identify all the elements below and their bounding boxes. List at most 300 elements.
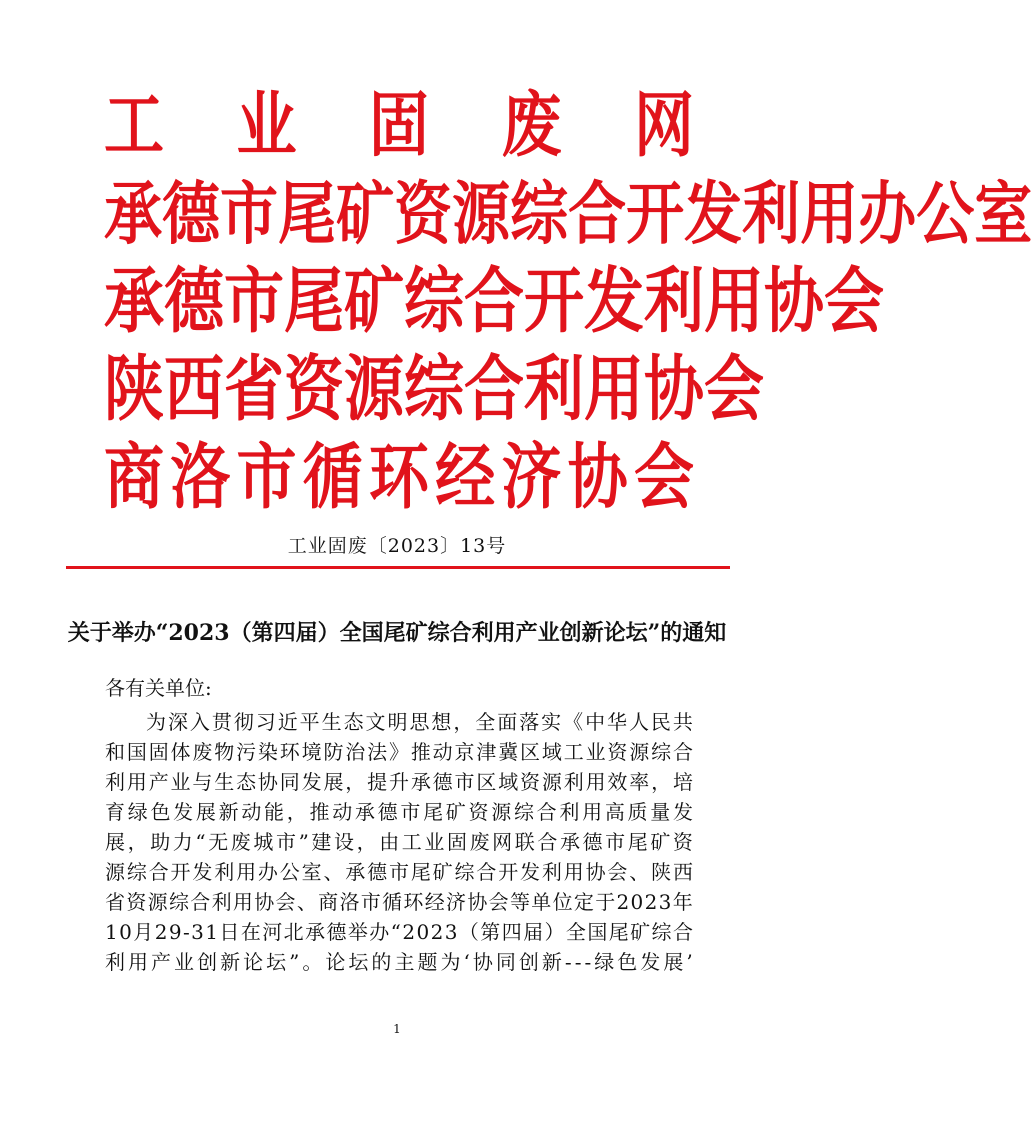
body-line (105, 947, 693, 977)
glyph: 陕 (651, 860, 672, 884)
letterhead-line-2 (104, 173, 1032, 255)
letterhead-line-1 (104, 84, 694, 168)
glyph: 思 (409, 710, 430, 734)
glyph: 市 (360, 890, 381, 914)
glyph: 入 (189, 710, 210, 734)
glyph: 合 (464, 348, 524, 432)
glyph: 量 (650, 800, 671, 824)
glyph: 法 (367, 740, 388, 764)
glyph: 发 (520, 860, 541, 884)
glyph: 定 (573, 890, 594, 914)
glyph: 9 (168, 920, 182, 944)
glyph: 展 (663, 950, 684, 974)
glyph: 举 (347, 920, 368, 944)
glyph: 中 (585, 710, 606, 734)
glyph: 尾 (284, 260, 344, 344)
glyph: 生 (214, 770, 235, 794)
glyph: 网 (492, 830, 513, 854)
glyph: 会 (824, 260, 884, 344)
glyph: ， (127, 830, 148, 854)
glyph: 、 (296, 890, 317, 914)
glyph: 发 (192, 860, 213, 884)
glyph: 域 (498, 770, 519, 794)
glyph: 工 (104, 84, 164, 168)
glyph: 深 (167, 710, 188, 734)
glyph: 动 (241, 800, 262, 824)
glyph: 合 (476, 860, 497, 884)
body-line (105, 857, 693, 887)
glyph: 推 (410, 740, 431, 764)
glyph: 同 (495, 950, 516, 974)
glyph: 资 (607, 740, 628, 764)
glyph: “ (195, 830, 206, 854)
glyph: 洛 (339, 890, 360, 914)
body-paragraph (105, 707, 693, 977)
glyph: 开 (626, 173, 685, 255)
glyph: 人 (628, 710, 649, 734)
glyph: 用 (584, 348, 644, 432)
glyph: 实 (541, 710, 562, 734)
glyph: 展 (105, 830, 125, 854)
glyph: 开 (170, 860, 191, 884)
glyph: 利 (211, 890, 232, 914)
glyph: 尾 (608, 920, 629, 944)
glyph: 2 (402, 920, 416, 944)
glyph: 创 (197, 950, 218, 974)
glyph: 0 (416, 920, 430, 944)
glyph: 尾 (278, 173, 337, 255)
glyph: 0 (119, 920, 132, 944)
glyph: 文 (365, 710, 386, 734)
glyph: 办 (858, 173, 917, 255)
glyph: 网 (634, 84, 694, 168)
glyph: 业 (424, 830, 445, 854)
glyph: 会 (634, 436, 694, 520)
glyph: 新 (218, 800, 239, 824)
glyph: 利 (742, 173, 801, 255)
glyph: 的 (371, 950, 392, 974)
glyph: 利 (105, 770, 125, 794)
glyph: 联 (514, 830, 535, 854)
glyph: 资 (394, 173, 453, 255)
glyph: 市 (220, 173, 279, 255)
glyph: 尾 (627, 830, 648, 854)
glyph: 发 (584, 260, 644, 344)
glyph: 市 (275, 830, 296, 854)
glyph: 利 (541, 860, 562, 884)
glyph: 合 (672, 740, 693, 764)
glyph: 高 (604, 800, 625, 824)
glyph: 协 (472, 950, 493, 974)
glyph: 治 (345, 740, 366, 764)
glyph: 日 (219, 920, 240, 944)
glyph: 洛 (170, 436, 231, 520)
body-line (105, 767, 693, 797)
glyph: 率 (629, 770, 650, 794)
glyph: 省 (224, 348, 284, 432)
glyph: 承 (354, 800, 375, 824)
glyph: 会 (607, 860, 628, 884)
glyph: 产 (151, 950, 172, 974)
glyph: 综 (454, 860, 475, 884)
glyph: 产 (148, 770, 169, 794)
glyph: 绿 (594, 950, 615, 974)
glyph: 市 (224, 260, 284, 344)
page-number: 1 (393, 1022, 401, 1036)
glyph: 利 (524, 348, 584, 432)
glyph: 综 (126, 860, 147, 884)
glyph: 承 (345, 860, 366, 884)
glyph: 2 (616, 890, 630, 914)
glyph: 综 (651, 920, 672, 944)
glyph: 公 (916, 173, 975, 255)
glyph: 利 (214, 860, 235, 884)
glyph: 月 (133, 920, 154, 944)
glyph: 源 (629, 740, 650, 764)
glyph: 废 (192, 740, 213, 764)
glyph: 协 (644, 348, 704, 432)
glyph: 省 (105, 890, 125, 914)
glyph: 四 (501, 920, 522, 944)
glyph: 固 (446, 830, 467, 854)
glyph: 利 (563, 770, 584, 794)
glyph: 协 (764, 260, 824, 344)
glyph: 津 (476, 740, 497, 764)
glyph: 矿 (650, 830, 671, 854)
glyph: 1 (105, 920, 118, 944)
glyph: 资 (468, 800, 489, 824)
glyph: 习 (255, 710, 276, 734)
glyph: ， (345, 770, 366, 794)
glyph: 德 (432, 770, 453, 794)
glyph: 业 (585, 740, 606, 764)
glyph: 新 (220, 950, 241, 974)
glyph: 能 (264, 800, 285, 824)
glyph: 源 (452, 173, 511, 255)
glyph: 室 (974, 173, 1032, 255)
glyph: 西 (672, 860, 693, 884)
glyph: 展 (323, 770, 344, 794)
glyph: 资 (126, 890, 147, 914)
glyph: 环 (279, 740, 300, 764)
glyph: 承 (305, 920, 326, 944)
glyph: 德 (164, 260, 224, 344)
glyph: 助 (150, 830, 171, 854)
glyph: 承 (559, 830, 580, 854)
glyph: 发 (173, 800, 194, 824)
glyph: 创 (518, 950, 539, 974)
glyph: 协 (467, 890, 488, 914)
body-line (105, 887, 693, 917)
glyph: 区 (476, 770, 497, 794)
glyph: 质 (627, 800, 648, 824)
glyph: 综 (510, 173, 569, 255)
glyph: 3 (658, 890, 672, 914)
glyph: 综 (513, 800, 534, 824)
glyph: 0 (630, 890, 644, 914)
glyph: - (564, 950, 572, 974)
glyph: 绿 (127, 800, 148, 824)
glyph: 公 (279, 860, 300, 884)
glyph: 市 (236, 436, 297, 520)
glyph: 平 (299, 710, 320, 734)
glyph: 业 (170, 770, 191, 794)
glyph: 承 (410, 770, 431, 794)
glyph: 利 (559, 800, 580, 824)
glyph: 污 (236, 740, 257, 764)
glyph: ， (286, 800, 307, 824)
glyph: 德 (582, 830, 603, 854)
glyph: 论 (325, 950, 346, 974)
glyph: 位 (552, 890, 573, 914)
glyph: 济 (501, 436, 562, 520)
glyph: 等 (509, 890, 530, 914)
glyph: 综 (651, 740, 672, 764)
glyph: 资 (520, 770, 541, 794)
glyph: 利 (105, 950, 125, 974)
glyph: 矿 (630, 920, 651, 944)
glyph: 2 (644, 890, 658, 914)
glyph: 明 (387, 710, 408, 734)
glyph: 新 (541, 950, 562, 974)
glyph: 无 (208, 830, 229, 854)
glyph: 民 (650, 710, 671, 734)
glyph: 尾 (410, 860, 431, 884)
notice-title: 关于举办“2023（第四届）全国尾矿综合利用产业创新论坛”的通知 (67, 620, 727, 646)
glyph: 市 (400, 800, 421, 824)
glyph: 资 (672, 830, 693, 854)
glyph: 育 (105, 800, 125, 824)
glyph: 区 (520, 740, 541, 764)
glyph: 态 (236, 770, 257, 794)
glyph: 设 (334, 830, 354, 854)
glyph: 商 (104, 436, 164, 520)
glyph: 济 (446, 890, 466, 914)
glyph: 第 (480, 920, 501, 944)
body-line (105, 707, 693, 737)
glyph: 矿 (445, 800, 466, 824)
glyph: 开 (524, 260, 584, 344)
glyph: 会 (704, 348, 764, 432)
glyph: 境 (301, 740, 322, 764)
glyph: 源 (344, 348, 404, 432)
glyph: 培 (672, 770, 693, 794)
glyph: 发 (672, 800, 693, 824)
glyph: 综 (404, 348, 464, 432)
glyph: 协 (567, 436, 628, 520)
glyph: 协 (257, 770, 278, 794)
glyph: 会 (488, 890, 509, 914)
glyph: 用 (800, 173, 859, 255)
glyph: ， (453, 710, 474, 734)
glyph: 利 (644, 260, 704, 344)
glyph: 防 (323, 740, 344, 764)
glyph: 综 (404, 260, 464, 344)
glyph: 用 (128, 950, 149, 974)
glyph: 矿 (336, 173, 395, 255)
glyph: 废 (230, 830, 251, 854)
glyph: 坛 (266, 950, 287, 974)
glyph: 环 (403, 890, 424, 914)
glyph: 想 (431, 710, 452, 734)
glyph: 和 (105, 740, 125, 764)
glyph: 态 (343, 710, 364, 734)
glyph: 建 (311, 830, 332, 854)
glyph: 合 (568, 173, 627, 255)
glyph: 德 (326, 920, 347, 944)
glyph: 经 (424, 890, 445, 914)
glyph: 用 (232, 890, 253, 914)
glyph: 环 (369, 436, 429, 520)
glyph: “ (390, 920, 401, 944)
glyph: 德 (367, 860, 388, 884)
glyph: 、 (629, 860, 650, 884)
glyph: 全 (565, 920, 586, 944)
body-line (105, 827, 693, 857)
glyph: 为 (440, 950, 461, 974)
glyph: 。 (302, 950, 323, 974)
glyph: 京 (454, 740, 475, 764)
glyph: 德 (162, 173, 221, 255)
glyph: 2 (430, 920, 444, 944)
glyph: 单 (531, 890, 552, 914)
glyph: 市 (454, 770, 475, 794)
glyph: - (182, 920, 190, 944)
glyph: 矿 (432, 860, 453, 884)
glyph: - (584, 950, 592, 974)
body-line (105, 797, 693, 827)
glyph: 合 (672, 920, 693, 944)
glyph: ， (356, 830, 377, 854)
glyph: 源 (491, 800, 512, 824)
glyph: ” (298, 830, 309, 854)
glyph: 域 (541, 740, 562, 764)
glyph: 1 (205, 920, 219, 944)
glyph: 商 (318, 890, 339, 914)
glyph: 废 (501, 84, 562, 168)
glyph: 合 (190, 890, 211, 914)
red-divider (66, 566, 730, 569)
salutation: 各有关单位: (105, 676, 212, 700)
glyph: 论 (243, 950, 264, 974)
glyph: 西 (164, 348, 224, 432)
glyph: 源 (541, 770, 562, 794)
glyph: 年 (672, 890, 693, 914)
glyph: 合 (464, 260, 524, 344)
glyph: 届 (523, 920, 544, 944)
letterhead-line-3 (104, 260, 884, 344)
glyph: 主 (394, 950, 415, 974)
glyph: 为 (146, 710, 166, 734)
glyph: 经 (435, 436, 496, 520)
glyph: 用 (582, 800, 603, 824)
glyph: - (574, 950, 582, 974)
glyph: 会 (275, 890, 296, 914)
glyph: 业 (236, 84, 297, 168)
glyph: 市 (605, 830, 626, 854)
glyph: 德 (377, 800, 398, 824)
glyph: 工 (401, 830, 422, 854)
glyph: 2 (154, 920, 168, 944)
glyph: 室 (301, 860, 322, 884)
glyph: 动 (432, 740, 453, 764)
glyph: 共 (672, 710, 693, 734)
glyph: 发 (684, 173, 743, 255)
glyph: 发 (301, 770, 322, 794)
glyph: 3 (191, 920, 204, 944)
glyph: 源 (147, 890, 168, 914)
document-number: 工业固废〔2023〕13号 (287, 535, 507, 557)
glyph: 业 (174, 950, 195, 974)
glyph: 题 (417, 950, 438, 974)
glyph: 陕 (104, 348, 164, 432)
letterhead-line-5 (104, 436, 694, 520)
glyph: 由 (379, 830, 400, 854)
glyph: 生 (321, 710, 342, 734)
glyph: 承 (104, 173, 163, 255)
body-line (105, 917, 693, 947)
glyph: 物 (214, 740, 235, 764)
glyph: 循 (302, 436, 363, 520)
glyph: 国 (126, 740, 147, 764)
glyph: 协 (585, 860, 606, 884)
glyph: 《 (563, 710, 584, 734)
glyph: 面 (497, 710, 518, 734)
glyph: 落 (519, 710, 540, 734)
glyph: 固 (369, 84, 429, 168)
glyph: 办 (257, 860, 278, 884)
glyph: ‘ (463, 950, 470, 974)
glyph: 用 (585, 770, 606, 794)
glyph: 用 (126, 770, 147, 794)
glyph: 废 (469, 830, 490, 854)
glyph: ， (651, 770, 672, 794)
glyph: 与 (192, 770, 213, 794)
glyph: 市 (388, 860, 409, 884)
glyph: 全 (475, 710, 496, 734)
glyph: 矿 (344, 260, 404, 344)
glyph: 色 (150, 800, 171, 824)
glyph: 办 (369, 920, 390, 944)
glyph: 用 (563, 860, 584, 884)
glyph: 升 (388, 770, 409, 794)
glyph: 彻 (233, 710, 254, 734)
glyph: 工 (563, 740, 584, 764)
glyph: 用 (704, 260, 764, 344)
glyph: 提 (367, 770, 388, 794)
glyph: 于 (595, 890, 616, 914)
glyph: 3 (444, 920, 458, 944)
glyph: 近 (277, 710, 298, 734)
glyph: 同 (279, 770, 300, 794)
glyph: 合 (536, 800, 557, 824)
glyph: 、 (323, 860, 344, 884)
glyph: 合 (537, 830, 558, 854)
glyph: 贯 (211, 710, 232, 734)
glyph: 用 (236, 860, 257, 884)
glyph: 河 (262, 920, 283, 944)
glyph: 北 (283, 920, 304, 944)
glyph: 染 (257, 740, 278, 764)
glyph: 固 (148, 740, 169, 764)
glyph: 动 (332, 800, 353, 824)
glyph: 展 (195, 800, 216, 824)
glyph: 尾 (423, 800, 444, 824)
glyph: ’ (686, 950, 693, 974)
glyph: 效 (607, 770, 628, 794)
glyph: 开 (498, 860, 519, 884)
glyph: （ (458, 920, 479, 944)
